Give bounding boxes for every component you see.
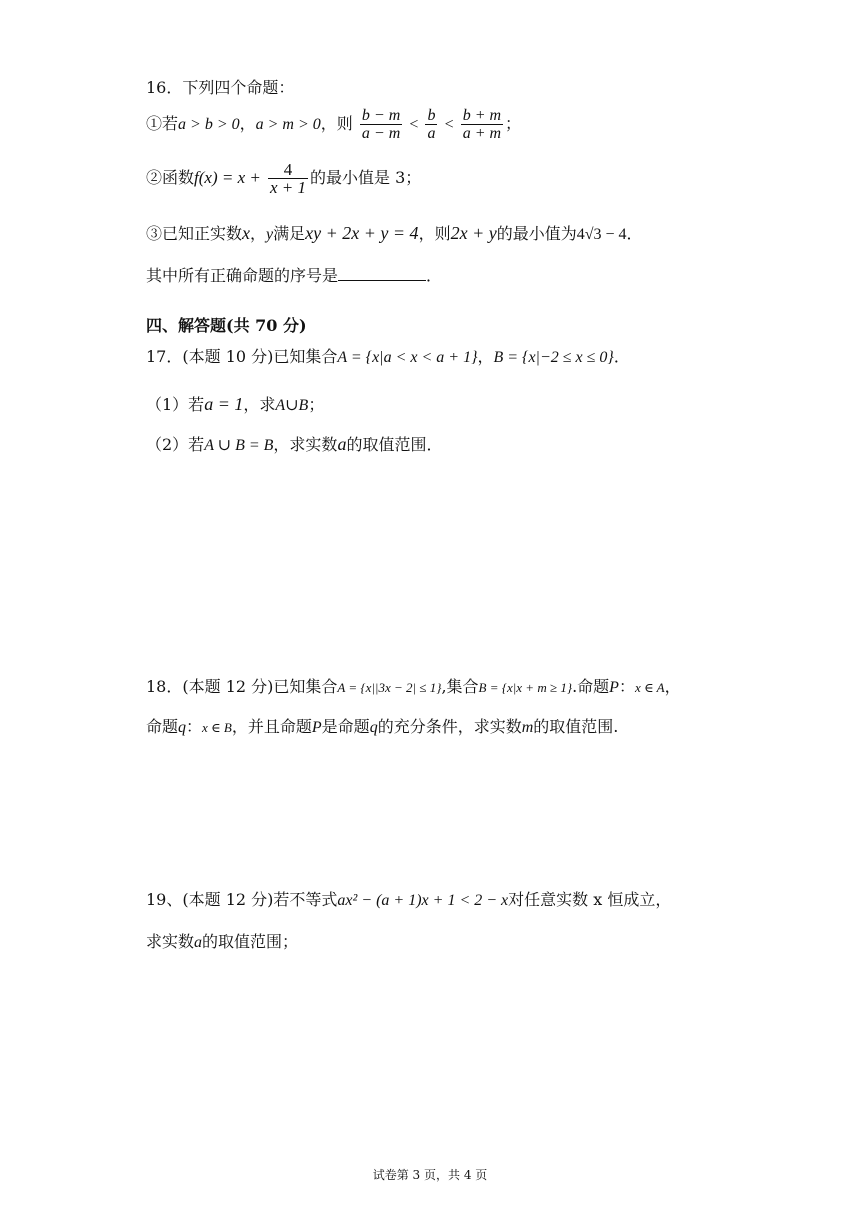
q18-q-cond: x ∈ B [202, 720, 232, 735]
q18-line2-prefix: 命题 [146, 717, 179, 736]
q19-var: a [194, 934, 203, 951]
q18-q: q [178, 719, 187, 736]
item3-expression: 2x + y [450, 223, 497, 243]
q18-line-2 [146, 717, 618, 738]
q16-item-1 [146, 106, 521, 142]
fraction-2-denominator: a [427, 125, 436, 142]
item1-end: ； [505, 114, 522, 133]
q17-part2-end: 的取值范围． [346, 435, 443, 454]
fraction-1 [360, 107, 402, 142]
item2-function: f(x) = x + [194, 168, 261, 187]
q17-part1-cond: a = 1 [204, 394, 244, 414]
q18-p-cond: x ∈ A [634, 680, 665, 695]
q19-stem [146, 890, 671, 911]
item3-y: y [266, 226, 274, 243]
q17-part-1 [146, 394, 324, 416]
q17-part2-cond: A ∪ B = B [204, 437, 274, 454]
item3-then: ，则 [418, 224, 451, 243]
q18-m: m [521, 719, 534, 736]
page-footer: 试卷第 3 页，共 4 页 [372, 1168, 488, 1182]
q17-part1-prefix: （1）若 [146, 395, 205, 414]
answer-blank[interactable] [338, 266, 426, 281]
q19-head: 19、(本题 12 分)若不等式 [146, 890, 338, 909]
section-title: 四、解答题(共 70 分) [146, 316, 307, 335]
q17-part2-mid: ，求实数 [273, 435, 338, 454]
q17-end: ． [613, 347, 630, 366]
fraction-3-denominator: a + m [462, 125, 502, 142]
item3-value: 4√3 − 4 [576, 226, 627, 243]
fraction-4-denominator: x + 1 [269, 178, 306, 197]
q16-title: 16．下列四个命题： [146, 78, 295, 97]
q18-end2: 的取值范围. [533, 717, 619, 736]
q17-stem [146, 344, 630, 370]
fraction-2 [425, 107, 437, 142]
q17-part1-mid: ，求 [243, 395, 276, 414]
q16-answer-prompt [146, 266, 442, 286]
q19-line2-prefix: 求实数 [146, 932, 195, 951]
q18-p2: P [311, 719, 322, 736]
q17-part-2 [146, 434, 442, 456]
q19-tail: 对任意实数 x 恒成立， [508, 890, 672, 909]
q19-inequality: ax² − (a + 1)x + 1 < 2 − x [337, 892, 509, 909]
q18-mid1: ,集合 [441, 677, 479, 696]
q17-part2-prefix: （2）若 [146, 435, 205, 454]
q18-mid5: 的充分条件，求实数 [377, 717, 522, 736]
item3-equation: xy + 2x + y = 4 [305, 223, 419, 243]
q17-sep: ， [477, 347, 494, 366]
q18-colon1: ： [618, 677, 635, 696]
q18-colon2: ： [186, 717, 203, 736]
section-heading [146, 316, 307, 336]
q17-head: 17．(本题 10 分)已知集合 [146, 347, 338, 366]
item2-prefix: ②函数 [146, 168, 195, 187]
q16-item-2 [146, 158, 421, 198]
less-than-2: < [444, 116, 454, 133]
q17-set-a: A = {x|a < x < a + 1} [337, 349, 478, 366]
q18-mid4: 是命题 [321, 717, 370, 736]
fraction-4 [268, 161, 308, 196]
fraction-1-numerator: b − m [361, 107, 401, 124]
fraction-2-numerator: b [427, 107, 436, 124]
q18-mid3: ，并且命题 [231, 717, 312, 736]
q18-mid2: .命题 [572, 677, 610, 696]
q18-head: 18．(本题 12 分)已知集合 [146, 677, 338, 696]
q18-set-b: B = {x|x + m ≥ 1} [478, 680, 573, 695]
item3-x: x [242, 223, 251, 243]
item3-comma: ， [250, 224, 267, 243]
q19-line-2 [146, 932, 298, 953]
item3-mid: 满足 [273, 224, 306, 243]
answer-prompt-text: 其中所有正确命题的序号是 [146, 266, 339, 285]
q17-part1-expr: A∪B [275, 397, 309, 414]
answer-end: ． [426, 266, 443, 285]
item1-cond1: a > b > 0 [178, 116, 240, 133]
fraction-3 [461, 107, 503, 142]
fraction-4-numerator: 4 [268, 161, 308, 179]
item3-end: ． [626, 224, 643, 243]
fraction-3-numerator: b + m [462, 107, 502, 124]
item1-cond2: a > m > 0 [255, 116, 321, 133]
q18-stem [146, 674, 681, 700]
item3-min: 的最小值为 [496, 224, 577, 243]
q18-p: P [609, 679, 619, 696]
q17-set-b: B = {x|−2 ≤ x ≤ 0} [493, 349, 614, 366]
q17-part1-end: ； [308, 395, 325, 414]
fraction-1-denominator: a − m [361, 125, 401, 142]
q18-end1: ， [664, 677, 681, 696]
item1-prefix: ①若 [146, 114, 179, 133]
q18-set-a: A = {x||3x − 2| ≤ 1} [337, 680, 442, 695]
item2-suffix: 的最小值是 3； [309, 168, 422, 187]
item1-sep: ， [239, 114, 256, 133]
q16-item-3 [146, 223, 643, 245]
q18-q2: q [369, 719, 378, 736]
less-than-1: < [409, 116, 419, 133]
item3-prefix: ③已知正实数 [146, 224, 243, 243]
item1-then: ，则 [320, 114, 353, 133]
q19-line2-end: 的取值范围； [202, 932, 299, 951]
q17-part2-var: a [337, 434, 347, 454]
